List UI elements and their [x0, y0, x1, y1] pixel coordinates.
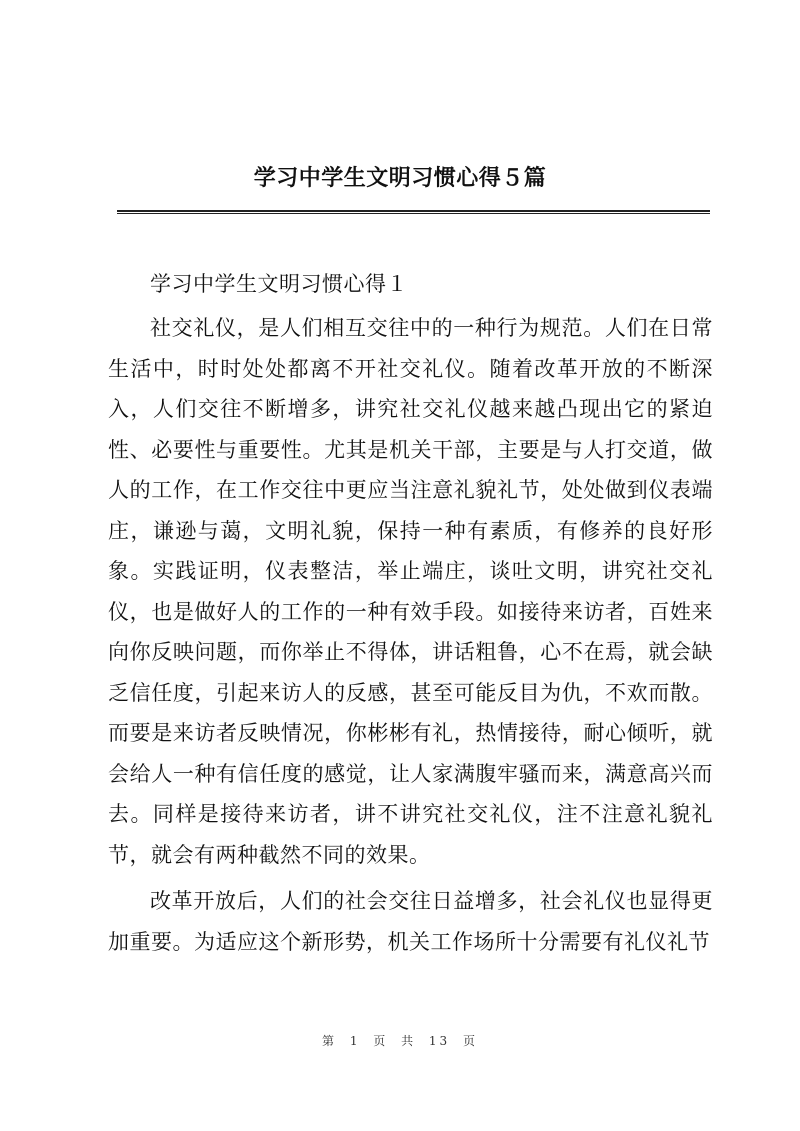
section-heading: 学习中学生文明习惯心得１ — [150, 272, 408, 296]
document-title: 学习中学生文明习惯心得５篇 — [253, 165, 547, 191]
body-paragraph-2: 改革开放后，人们的社会交往日益增多，社会礼仪也显得更加重要。为适应这个新形势，机关工作场所十分需要有礼仪礼节 — [108, 889, 713, 954]
document-body — [108, 264, 713, 962]
page-footer: 第 1 页 共 13 页 — [322, 1034, 478, 1048]
title-divider — [117, 210, 710, 214]
body-paragraph-1: 社交礼仪，是人们相互交往中的一种行为规范。人们在日常生活中，时时处处都离不开社交礼仪。随着改革开放的不断深入，人们交往不断增多，讲究社交礼仪越来越凸现出它的紧迫性、必要性与重要性。尤其是机关干部，主要是与人打交道，做人的工作，在工作交往中更应当注意礼貌礼节，处处做到仪表端庄，谦逊与蔼，文明礼貌，保持一种有素质，有修养的良好形象。实践证明，仪表整洁，举止端庄，谈吐文明，讲究社交礼仪，也是做好人的工作的一种有效手段。如接待来访者，百姓来向你反映问题，而你举止不得体，讲话粗鲁，心不在焉，就会缺乏信任度，引起来访人的反感，甚至可能反目为仇，不欢而散。而要是来访者反映情况，你彬彬有礼，热情接待，耐心倾听，就会给人一种有信任度的感觉，让人家满腹牢骚而来，满意高兴而去。同样是接待来访者，讲不讲究社交礼仪，注不注意礼貌礼节，就会有两种截然不同的效果。 — [108, 316, 713, 867]
